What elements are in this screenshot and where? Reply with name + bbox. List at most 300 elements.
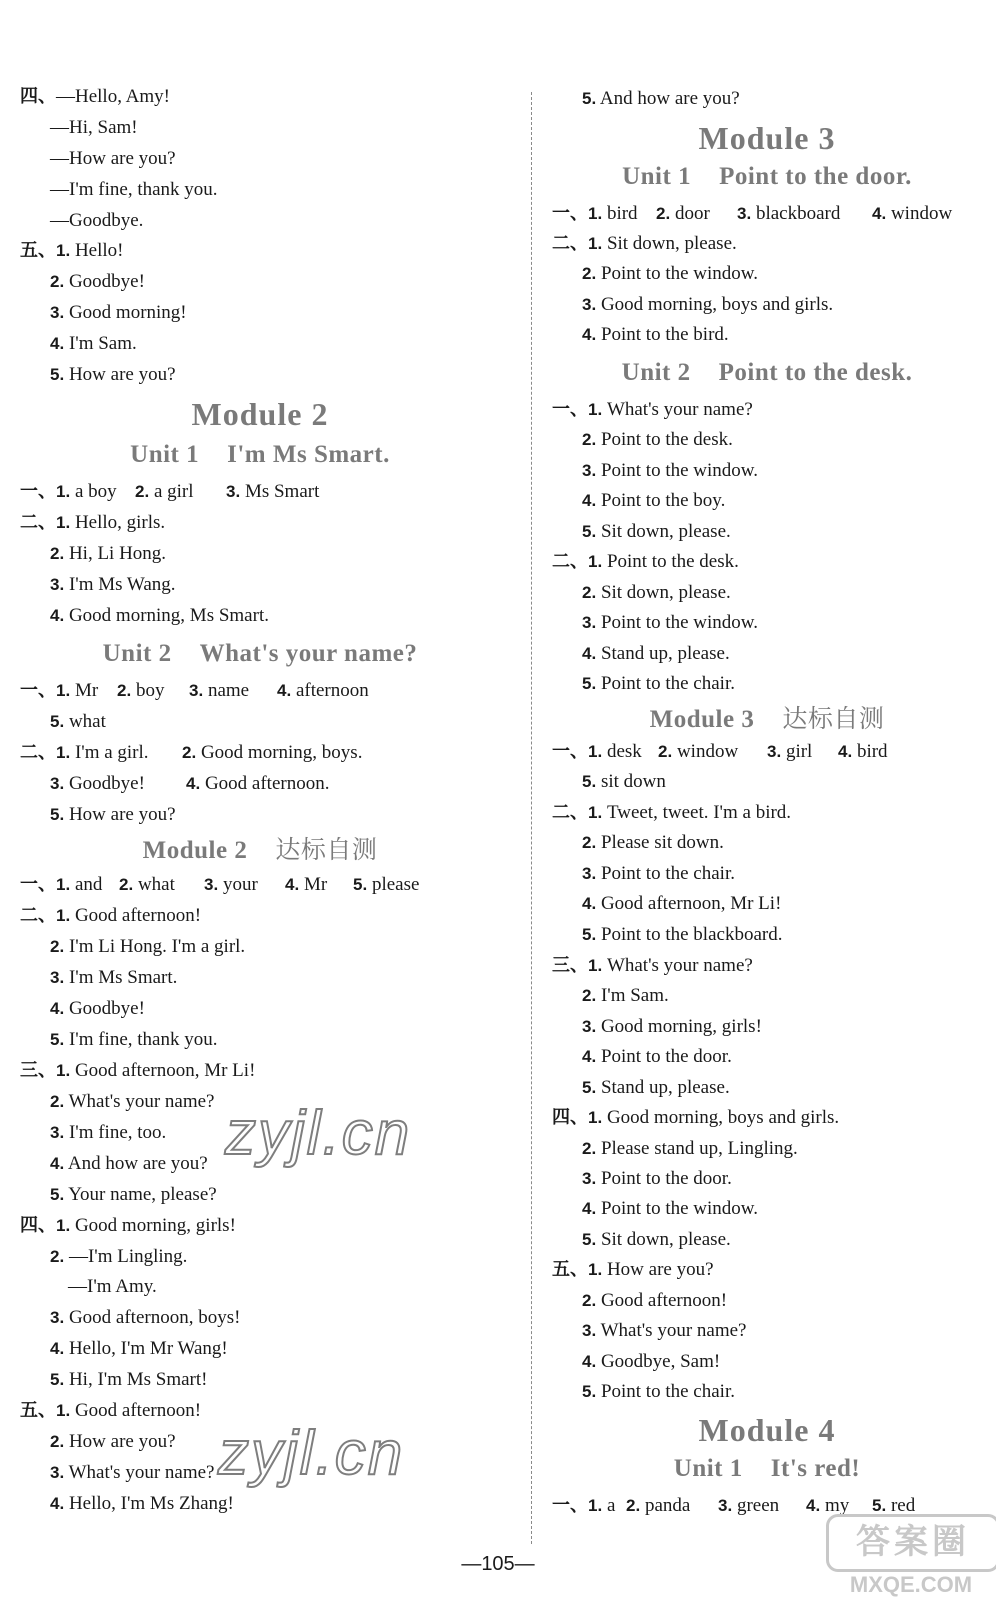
section-marker: 五、 [20, 240, 56, 261]
item-number: 3. [226, 482, 241, 501]
answer-line [50, 146, 176, 172]
answer-line [582, 1014, 762, 1040]
answer-line [582, 519, 731, 545]
item-number: 3. [189, 681, 204, 700]
answer-text: green [736, 1495, 780, 1516]
answer-line [189, 678, 249, 704]
answer-text: Stand up, please. [600, 643, 730, 664]
page-number: —105— [461, 1553, 535, 1575]
item-number: 3. [50, 1463, 65, 1482]
answer-line [50, 1089, 214, 1115]
answer-line [50, 1336, 228, 1362]
unit-label: Unit 1 [622, 163, 692, 190]
answer-line [626, 1493, 690, 1519]
answer-line [20, 1213, 236, 1239]
answer-text: Good afternoon, Mr Li! [600, 893, 782, 914]
answer-line [582, 86, 740, 112]
item-number: 4. [50, 1494, 65, 1513]
answer-line [767, 739, 812, 765]
item-number: 4. [582, 894, 597, 913]
answer-line [582, 1136, 798, 1162]
site-logo [826, 1510, 996, 1600]
answer-text: Good afternoon, Mr Li! [74, 1060, 256, 1081]
section-marker: 五、 [552, 1259, 588, 1280]
unit-title: I'm Ms Smart. [227, 441, 390, 468]
answer-text: Hello! [74, 240, 124, 261]
item-number: 4. [582, 491, 597, 510]
answer-text: Point to the window. [600, 1198, 759, 1219]
section-marker: 三、 [20, 1060, 56, 1081]
section-marker: 二、 [20, 905, 56, 926]
answer-text: Point to the bird. [600, 324, 729, 345]
item-number: 2. [658, 742, 673, 761]
answer-line [20, 678, 98, 704]
answer-text: —I'm Amy. [68, 1276, 157, 1297]
answer-line [872, 201, 952, 227]
unit-title: Point to the door. [719, 163, 912, 190]
answer-line [50, 115, 138, 141]
module-heading: Module 4 [698, 1412, 836, 1448]
item-number: 1. [588, 803, 603, 822]
answer-line [50, 965, 177, 991]
answer-text: What's your name? [606, 955, 753, 976]
answer-line [552, 800, 791, 826]
item-number: 2. [119, 875, 134, 894]
item-number: 4. [806, 1496, 821, 1515]
item-number: 3. [50, 774, 65, 793]
answer-text: Point to the window. [600, 612, 759, 633]
watermark: zyjl.cn [225, 1099, 412, 1168]
test-label: 达标自测 [275, 835, 378, 864]
item-number: 4. [582, 1199, 597, 1218]
answer-text: Point to the window. [600, 263, 759, 284]
module-test-heading [0, 832, 520, 869]
answer-line [582, 1288, 727, 1314]
answer-text: Point to the boy. [600, 490, 726, 511]
item-number: 5. [50, 1185, 65, 1204]
unit-label: Unit 1 [130, 441, 200, 468]
answer-text: Please sit down. [600, 832, 724, 853]
item-number: 1. [588, 400, 603, 419]
answer-text: name [207, 680, 250, 701]
unit-title: What's your name? [199, 640, 418, 667]
answer-text: Good morning, Ms Smart. [68, 605, 269, 626]
answer-line [582, 580, 731, 606]
answer-line [20, 1058, 255, 1084]
answer-line [552, 397, 753, 423]
section-marker: 三、 [552, 955, 588, 976]
answer-text: How are you? [68, 804, 176, 825]
item-number: 4. [186, 774, 201, 793]
item-number: 4. [50, 1154, 65, 1173]
item-number: 2. [50, 1092, 65, 1111]
test-label: 达标自测 [782, 704, 885, 733]
answer-text: door [674, 203, 710, 224]
item-number: 3. [582, 864, 597, 883]
answer-line [582, 1196, 758, 1222]
section-marker: 一、 [552, 741, 588, 762]
answer-text: —Hi, Sam! [50, 117, 138, 138]
answer-text: Point to the door. [600, 1168, 732, 1189]
item-number: 3. [582, 461, 597, 480]
answer-line [582, 861, 735, 887]
item-number: 2. [582, 986, 597, 1005]
item-number: 5. [50, 1370, 65, 1389]
answer-text: Hello, I'm Ms Zhang! [68, 1493, 234, 1514]
answer-line [20, 903, 201, 929]
answer-text: Stand up, please. [600, 1077, 730, 1098]
answer-text: Point to the chair. [600, 673, 735, 694]
answer-text: Mr [74, 680, 99, 701]
answer-line [135, 479, 194, 505]
item-number: 2. [582, 1139, 597, 1158]
answer-text: Sit down, please. [606, 233, 737, 254]
answer-line [582, 1349, 720, 1375]
item-number: 5. [353, 875, 368, 894]
unit-label: Unit 2 [621, 359, 691, 386]
item-number: 2. [626, 1496, 641, 1515]
answer-line [737, 201, 840, 227]
answer-text: I'm Ms Smart. [68, 967, 178, 988]
answer-text: please [371, 874, 420, 895]
answer-text: what [137, 874, 175, 895]
item-number: 1. [588, 1496, 603, 1515]
answer-text: Point to the blackboard. [600, 924, 783, 945]
answer-text: Tweet, tweet. I'm a bird. [606, 802, 792, 823]
answer-line [838, 739, 888, 765]
answer-line [20, 740, 149, 766]
section-marker: 一、 [20, 680, 56, 701]
answer-line [50, 1491, 234, 1517]
answer-text: Good afternoon! [600, 1290, 728, 1311]
item-number: 3. [582, 1017, 597, 1036]
answer-line [20, 238, 123, 264]
section-marker: 一、 [20, 481, 56, 502]
answer-text: I'm Ms Wang. [68, 574, 176, 595]
item-number: 2. [582, 833, 597, 852]
item-number: 2. [582, 264, 597, 283]
answer-line [50, 1182, 217, 1208]
answer-text: Hello, girls. [74, 512, 166, 533]
answer-text: blackboard [755, 203, 841, 224]
answer-text: Good morning, girls! [600, 1016, 762, 1037]
answer-line [582, 1044, 732, 1070]
item-number: 3. [582, 1169, 597, 1188]
item-number: 2. [117, 681, 132, 700]
answer-text: What's your name? [606, 399, 753, 420]
item-number: 2. [182, 743, 197, 762]
answer-text: —I'm fine, thank you. [50, 179, 218, 200]
item-number: 5. [582, 89, 597, 108]
answer-text: Point to the desk. [600, 429, 733, 450]
answer-text: desk [606, 741, 642, 762]
answer-line [582, 1166, 732, 1192]
answer-text: Ms Smart [244, 481, 320, 502]
answer-text: Please stand up, Lingling. [600, 1138, 798, 1159]
item-number: 2. [582, 1291, 597, 1310]
answer-text: Good morning, girls! [74, 1215, 236, 1236]
item-number: 1. [56, 513, 71, 532]
section-marker: 一、 [552, 1495, 588, 1516]
item-number: 4. [285, 875, 300, 894]
answer-line [582, 1227, 731, 1253]
item-number: 5. [50, 1030, 65, 1049]
module-heading: Module 2 [191, 396, 329, 432]
answer-text: Good afternoon. [204, 773, 330, 794]
item-number: 4. [50, 334, 65, 353]
item-number: 5. [582, 1078, 597, 1097]
section-marker: 四、 [20, 86, 56, 107]
answer-line [50, 208, 143, 234]
answer-line [552, 1493, 615, 1519]
answer-line [50, 802, 176, 828]
item-number: 4. [277, 681, 292, 700]
answer-text: a boy [74, 481, 117, 502]
section-marker: 二、 [552, 802, 588, 823]
answer-text: Hi, Li Hong. [68, 543, 167, 564]
item-number: 1. [56, 482, 71, 501]
answer-text: Good morning! [68, 302, 187, 323]
answer-text: window [676, 741, 739, 762]
answer-text: Sit down, please. [600, 1229, 731, 1250]
answer-text: And how are you? [67, 1153, 208, 1174]
answer-line [50, 1244, 187, 1270]
answer-text: Point to the desk. [606, 551, 739, 572]
unit-heading [0, 637, 520, 671]
answer-text: your [222, 874, 258, 895]
answer-line [50, 1305, 240, 1331]
answer-line [50, 934, 245, 960]
answer-text: bird [856, 741, 888, 762]
watermark: zyjl.cn [218, 1419, 405, 1488]
answer-line [50, 771, 145, 797]
item-number: 3. [737, 204, 752, 223]
item-number: 2. [582, 583, 597, 602]
unit-heading [538, 160, 996, 194]
answer-line [204, 872, 258, 898]
module-label: Module 2 [142, 837, 248, 864]
module-label: Module 3 [649, 706, 755, 733]
answer-text: I'm fine, thank you. [68, 1029, 218, 1050]
item-number: 1. [588, 956, 603, 975]
answer-line [718, 1493, 779, 1519]
item-number: 4. [582, 1047, 597, 1066]
item-number: 5. [582, 1230, 597, 1249]
answer-text: What's your name? [68, 1462, 215, 1483]
answer-line [50, 1120, 166, 1146]
answer-text: Point to the chair. [600, 863, 735, 884]
answer-line [582, 1379, 735, 1405]
answer-line [582, 292, 833, 318]
answer-line [552, 1257, 714, 1283]
unit-label: Unit 2 [102, 640, 172, 667]
unit-heading [538, 1452, 996, 1486]
section-marker: 二、 [552, 233, 588, 254]
logo-url: MXQE.COM [849, 1572, 973, 1597]
answer-line [50, 603, 269, 629]
item-number: 5. [872, 1496, 887, 1515]
answer-line [20, 84, 170, 110]
answer-text: girl [785, 741, 813, 762]
item-number: 1. [56, 1401, 71, 1420]
answer-text: bird [606, 203, 638, 224]
answer-text: Sit down, please. [600, 582, 731, 603]
answer-text: Point to the chair. [600, 1381, 735, 1402]
item-number: 5. [582, 522, 597, 541]
answer-line [582, 983, 669, 1009]
answer-text: what [68, 711, 106, 732]
answer-text: panda [644, 1495, 691, 1516]
section-marker: 二、 [20, 512, 56, 533]
answer-line [582, 1075, 730, 1101]
item-number: 1. [588, 742, 603, 761]
logo-badge: 答案圈 [826, 1514, 996, 1572]
answer-text: Sit down, please. [600, 521, 731, 542]
answer-text: Mr [303, 874, 328, 895]
answer-text: I'm fine, too. [68, 1122, 167, 1143]
answer-text: —Goodbye. [50, 210, 144, 231]
answer-line [582, 830, 724, 856]
answer-line [582, 671, 735, 697]
item-number: 3. [582, 1321, 597, 1340]
answer-line [582, 641, 730, 667]
answer-line [50, 1151, 208, 1177]
item-number: 1. [56, 1216, 71, 1235]
answer-text: I'm a girl. [74, 742, 149, 763]
item-number: 3. [50, 1308, 65, 1327]
item-number: 3. [50, 575, 65, 594]
answer-line [552, 201, 638, 227]
answer-line [582, 261, 758, 287]
item-number: 1. [56, 681, 71, 700]
answer-text: Goodbye! [68, 271, 145, 292]
item-number: 4. [582, 644, 597, 663]
item-number: 5. [582, 1382, 597, 1401]
answer-text: How are you? [68, 364, 176, 385]
section-marker: 一、 [552, 399, 588, 420]
item-number: 3. [582, 295, 597, 314]
answer-line [50, 331, 137, 357]
item-number: 2. [50, 1247, 65, 1266]
item-number: 2. [656, 204, 671, 223]
item-number: 3. [50, 1123, 65, 1142]
answer-line [50, 1429, 176, 1455]
section-marker: 五、 [20, 1400, 56, 1421]
answer-text: red [890, 1495, 916, 1516]
answer-text: Good afternoon, boys! [68, 1307, 241, 1328]
answer-line [582, 427, 733, 453]
answer-text: Good morning, boys and girls. [606, 1107, 840, 1128]
section-marker: 二、 [552, 551, 588, 572]
answer-text: and [74, 874, 103, 895]
item-number: 5. [582, 772, 597, 791]
item-number: 4. [838, 742, 853, 761]
section-marker: 四、 [20, 1215, 56, 1236]
answer-line [50, 1027, 217, 1053]
answer-line [119, 872, 175, 898]
answer-line [582, 1318, 746, 1344]
answer-line [20, 1398, 201, 1424]
answer-line [552, 1105, 839, 1131]
answer-text: —I'm Lingling. [68, 1246, 188, 1267]
answer-line [582, 322, 729, 348]
answer-line [658, 739, 738, 765]
item-number: 1. [588, 552, 603, 571]
item-number: 1. [588, 1108, 603, 1127]
item-number: 2. [50, 272, 65, 291]
answer-text: I'm Li Hong. I'm a girl. [68, 936, 246, 957]
unit-heading [538, 356, 996, 390]
item-number: 4. [50, 999, 65, 1018]
item-number: 3. [582, 613, 597, 632]
item-number: 5. [582, 925, 597, 944]
answer-line [20, 510, 165, 536]
answer-line [226, 479, 319, 505]
answer-line [656, 201, 710, 227]
item-number: 2. [50, 937, 65, 956]
answer-text: window [890, 203, 953, 224]
unit-title: It's red! [770, 1455, 861, 1482]
answer-line [68, 1274, 157, 1300]
answer-line [182, 740, 362, 766]
item-number: 3. [50, 968, 65, 987]
answer-line [50, 177, 218, 203]
item-number: 5. [50, 365, 65, 384]
answer-text: How are you? [68, 1431, 176, 1452]
answer-line [50, 572, 176, 598]
answer-line [50, 269, 145, 295]
answer-text: my [824, 1495, 850, 1516]
unit-title: Point to the desk. [718, 359, 913, 386]
answer-text: Good afternoon! [74, 1400, 202, 1421]
answer-line [277, 678, 369, 704]
answer-text: Goodbye! [68, 773, 145, 794]
answer-line [552, 549, 739, 575]
answer-text: —Hello, Amy! [56, 86, 170, 107]
answer-line [50, 300, 187, 326]
answer-line [582, 488, 725, 514]
answer-line [552, 231, 737, 257]
answer-text: I'm Sam. [600, 985, 669, 1006]
answer-line [50, 1367, 207, 1393]
item-number: 1. [588, 1260, 603, 1279]
unit-label: Unit 1 [673, 1455, 743, 1482]
answer-line [582, 922, 782, 948]
section-marker: 二、 [20, 742, 56, 763]
item-number: 5. [50, 805, 65, 824]
item-number: 1. [56, 1061, 71, 1080]
answer-line [353, 872, 419, 898]
answer-line [582, 769, 666, 795]
answer-line [285, 872, 327, 898]
item-number: 2. [50, 544, 65, 563]
section-marker: 一、 [552, 203, 588, 224]
module-heading: Module 3 [698, 120, 836, 156]
answer-text: Good morning, boys and girls. [600, 294, 834, 315]
answer-text: Point to the window. [600, 460, 759, 481]
item-number: 4. [50, 606, 65, 625]
item-number: 3. [767, 742, 782, 761]
answer-text: What's your name? [68, 1091, 215, 1112]
item-number: 1. [56, 875, 71, 894]
answer-text: a girl [153, 481, 194, 502]
answer-text: What's your name? [600, 1320, 747, 1341]
answer-text: Good morning, boys. [200, 742, 363, 763]
answer-line [50, 541, 166, 567]
module-test-heading [538, 701, 996, 738]
answer-line [552, 953, 753, 979]
answer-line [582, 610, 758, 636]
